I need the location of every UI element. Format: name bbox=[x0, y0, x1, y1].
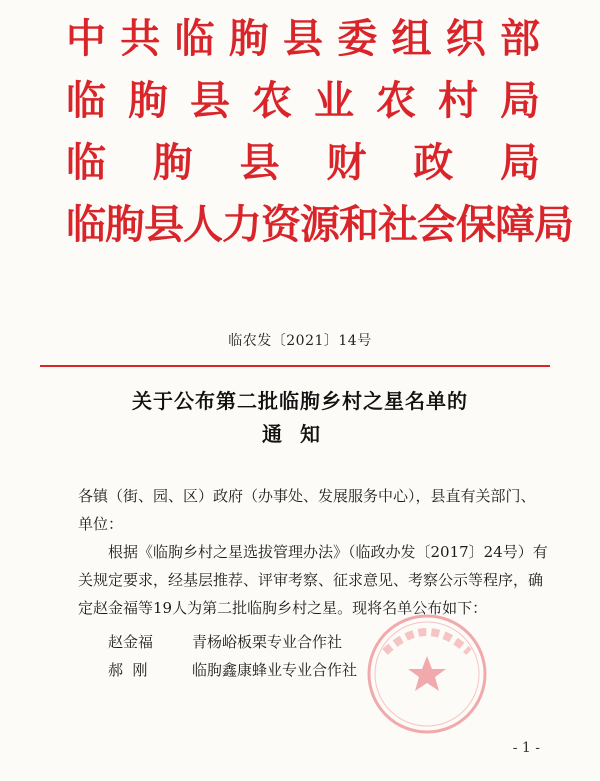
issuer-header bbox=[66, 8, 573, 256]
notice-body bbox=[78, 482, 550, 684]
issuer-char: 临 bbox=[66, 140, 106, 186]
issuer-line-2 bbox=[66, 70, 540, 132]
issuer-char: 朐 bbox=[152, 140, 193, 186]
issuer-char: 共 bbox=[120, 16, 161, 62]
issuer-line-1 bbox=[66, 8, 540, 70]
issuer-char: 中 bbox=[66, 16, 106, 62]
issuer-char: 县 bbox=[283, 16, 323, 62]
issuer-char: 朐 bbox=[128, 78, 168, 124]
main-paragraph: 根据《临朐乡村之星选拔管理办法》（临政办发〔2017〕24号）有关规定要求，经基层推荐、评审考察、征求意见、考察公示等程序，确定赵金福等19人为第二批临朐乡村之星。现将名单公布如下： bbox=[78, 543, 548, 617]
issuer-char: 组 bbox=[391, 16, 432, 62]
issuer-char: 县 bbox=[190, 78, 230, 124]
notice-title: 关于公布第二批临朐乡村之星名单的 bbox=[132, 389, 468, 413]
issuer-char: 局 bbox=[500, 78, 540, 124]
issuer-char: 局 bbox=[499, 140, 540, 186]
issuer-char: 委 bbox=[337, 16, 378, 62]
organization-name: 临朐鑫康蜂业专业合作社 bbox=[192, 661, 358, 679]
list-item bbox=[78, 656, 550, 684]
notice-title-suffix: 通知 bbox=[262, 422, 338, 446]
red-divider bbox=[40, 365, 550, 367]
issuer-char: 朐 bbox=[228, 16, 269, 62]
issuer-char: 临 bbox=[174, 16, 215, 62]
issuer-char: 财 bbox=[326, 140, 367, 186]
salutation: 各镇（街、园、区）政府（办事处、发展服务中心），县直有关部门、单位： bbox=[78, 487, 536, 533]
issuer-line-3 bbox=[66, 132, 540, 194]
person-name: 郝 刚 bbox=[108, 661, 148, 679]
issuer-char: 政 bbox=[413, 140, 454, 186]
issuer-char: 织 bbox=[445, 16, 486, 62]
issuer-char: 业 bbox=[314, 78, 354, 124]
issuer-char: 村 bbox=[438, 78, 478, 124]
issuer-line-4: 临朐县人力资源和社会保障局 bbox=[66, 202, 573, 248]
issuer-char: 农 bbox=[252, 78, 292, 124]
person-name: 赵金福 bbox=[108, 633, 154, 651]
issuer-char: 农 bbox=[376, 78, 416, 124]
issuer-char: 部 bbox=[500, 16, 540, 62]
list-item bbox=[78, 628, 550, 656]
issuer-char: 临 bbox=[66, 78, 106, 124]
organization-name: 青杨峪板栗专业合作社 bbox=[192, 633, 343, 651]
issuer-char: 县 bbox=[239, 140, 280, 186]
document-number: 临农发〔2021〕14号 bbox=[228, 333, 372, 349]
page-number: - 1 - bbox=[512, 740, 540, 756]
